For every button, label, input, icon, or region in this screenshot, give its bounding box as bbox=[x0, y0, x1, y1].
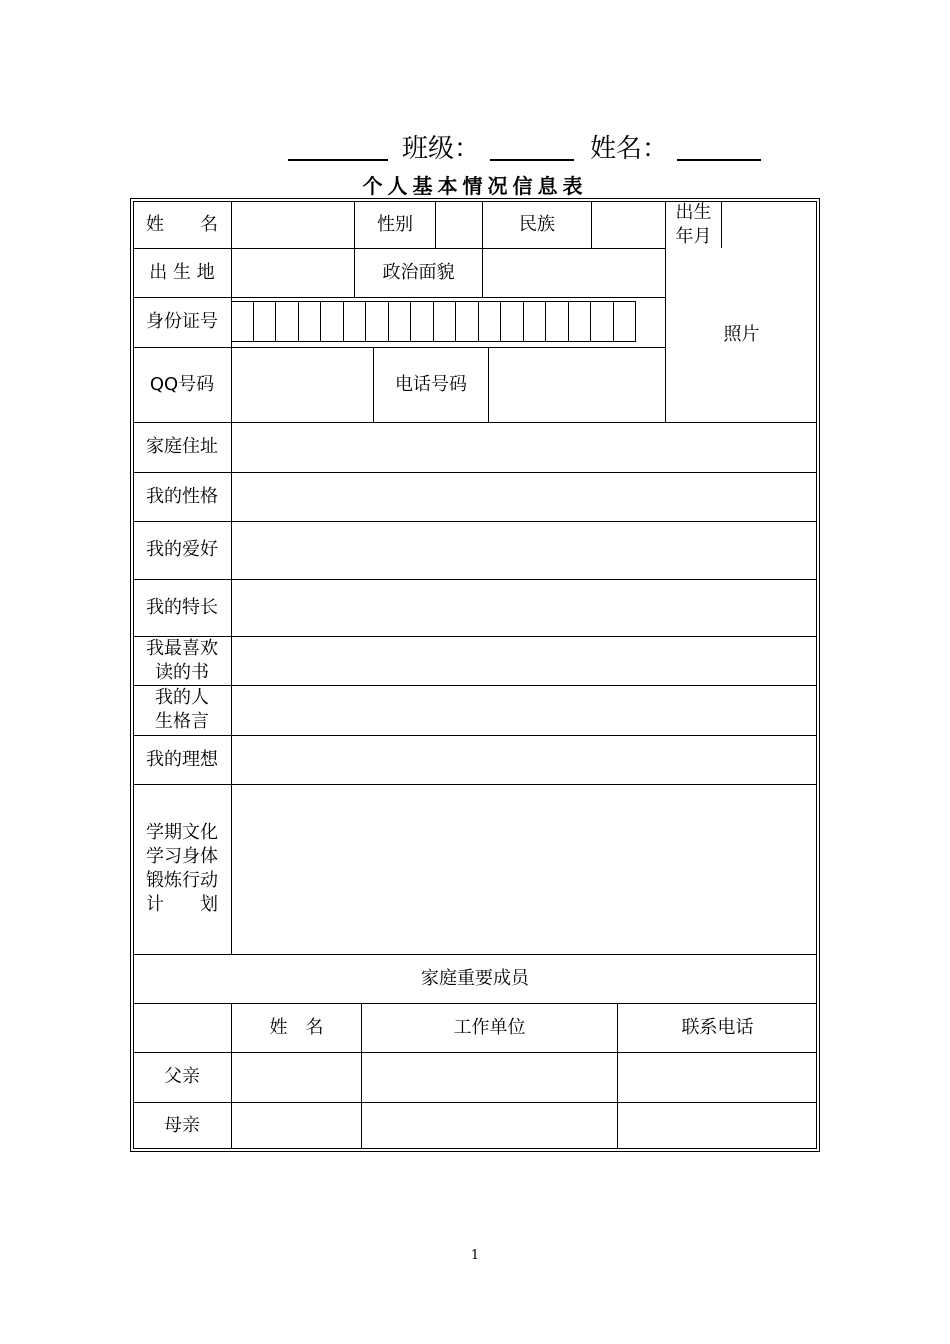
blank-field-class[interactable] bbox=[490, 159, 574, 161]
blank-field-prefix[interactable] bbox=[288, 159, 388, 161]
id-number-input-group[interactable] bbox=[231, 301, 636, 342]
label-favorite-book-line2: 读的书 bbox=[155, 661, 209, 683]
photo-area[interactable]: 照片 bbox=[723, 324, 760, 345]
label-plan-line4: 计 划 bbox=[146, 894, 218, 915]
family-header-corner bbox=[133, 1003, 231, 1052]
label-plan bbox=[133, 784, 231, 954]
header-fill-line bbox=[0, 128, 950, 172]
label-motto-line2: 生格言 bbox=[155, 711, 209, 732]
input-mother-name[interactable] bbox=[232, 1102, 361, 1149]
input-personality[interactable] bbox=[232, 472, 817, 521]
input-ethnicity[interactable] bbox=[592, 201, 665, 248]
label-personality: 我的性格 bbox=[146, 485, 218, 507]
label-ethnicity: 民族 bbox=[519, 213, 555, 235]
label-gender: 性别 bbox=[377, 213, 413, 235]
label-favorite-book-line1: 我最喜欢 bbox=[146, 637, 218, 659]
label-ideal: 我的理想 bbox=[146, 748, 218, 770]
family-row-mother: 母亲 bbox=[164, 1114, 200, 1136]
input-motto[interactable] bbox=[232, 685, 817, 735]
input-father-phone[interactable] bbox=[618, 1052, 817, 1102]
input-birthplace[interactable] bbox=[232, 248, 354, 297]
label-id-number: 身份证号 bbox=[146, 311, 218, 332]
label-motto-line1: 我的人 bbox=[155, 687, 209, 708]
label-address: 家庭住址 bbox=[146, 436, 218, 457]
input-specialty[interactable] bbox=[232, 579, 817, 636]
input-birth-month[interactable] bbox=[722, 201, 817, 248]
input-address[interactable] bbox=[232, 422, 817, 472]
family-section-title: 家庭重要成员 bbox=[421, 967, 529, 989]
label-phone: 电话号码 bbox=[395, 373, 467, 395]
family-col-name: 姓 名 bbox=[269, 1016, 324, 1038]
input-mother-phone[interactable] bbox=[618, 1102, 817, 1149]
label-plan-line3: 锻炼行动 bbox=[146, 870, 218, 891]
label-birth-month-line2: 年月 bbox=[675, 225, 712, 247]
page-number: 1 bbox=[470, 1248, 480, 1263]
class-label: 班级： bbox=[402, 134, 481, 164]
label-favorite-book bbox=[133, 636, 231, 685]
label-birthplace: 出 生 地 bbox=[149, 261, 215, 283]
blank-field-name[interactable] bbox=[677, 159, 761, 161]
label-motto bbox=[133, 685, 231, 735]
label-birth-month bbox=[666, 201, 721, 248]
input-qq[interactable] bbox=[232, 347, 373, 422]
family-col-phone: 联系电话 bbox=[681, 1016, 754, 1038]
input-phone[interactable] bbox=[489, 347, 665, 422]
form-title: 个人基本情况信息表 bbox=[362, 174, 588, 198]
label-qq: QQ号码 bbox=[149, 373, 215, 395]
input-father-workplace[interactable] bbox=[362, 1052, 617, 1102]
input-political-status[interactable] bbox=[483, 248, 665, 297]
label-specialty: 我的特长 bbox=[146, 596, 218, 618]
family-row-father: 父亲 bbox=[164, 1066, 200, 1087]
label-hobbies: 我的爱好 bbox=[146, 539, 218, 560]
input-hobbies[interactable] bbox=[232, 521, 817, 579]
input-ideal[interactable] bbox=[232, 735, 817, 784]
label-plan-line2: 学习身体 bbox=[146, 846, 218, 867]
input-gender[interactable] bbox=[436, 201, 482, 248]
input-name[interactable] bbox=[232, 201, 354, 248]
label-plan-line1: 学期文化 bbox=[146, 822, 218, 843]
label-birth-month-line1: 出生 bbox=[675, 201, 712, 223]
family-col-workplace: 工作单位 bbox=[453, 1016, 526, 1038]
input-plan[interactable] bbox=[232, 784, 817, 954]
input-father-name[interactable] bbox=[232, 1052, 361, 1102]
label-political-status: 政治面貌 bbox=[382, 261, 455, 283]
label-name: 姓 名 bbox=[146, 213, 218, 235]
name-label: 姓名： bbox=[590, 134, 669, 164]
input-favorite-book[interactable] bbox=[232, 636, 817, 685]
input-mother-workplace[interactable] bbox=[362, 1102, 617, 1149]
